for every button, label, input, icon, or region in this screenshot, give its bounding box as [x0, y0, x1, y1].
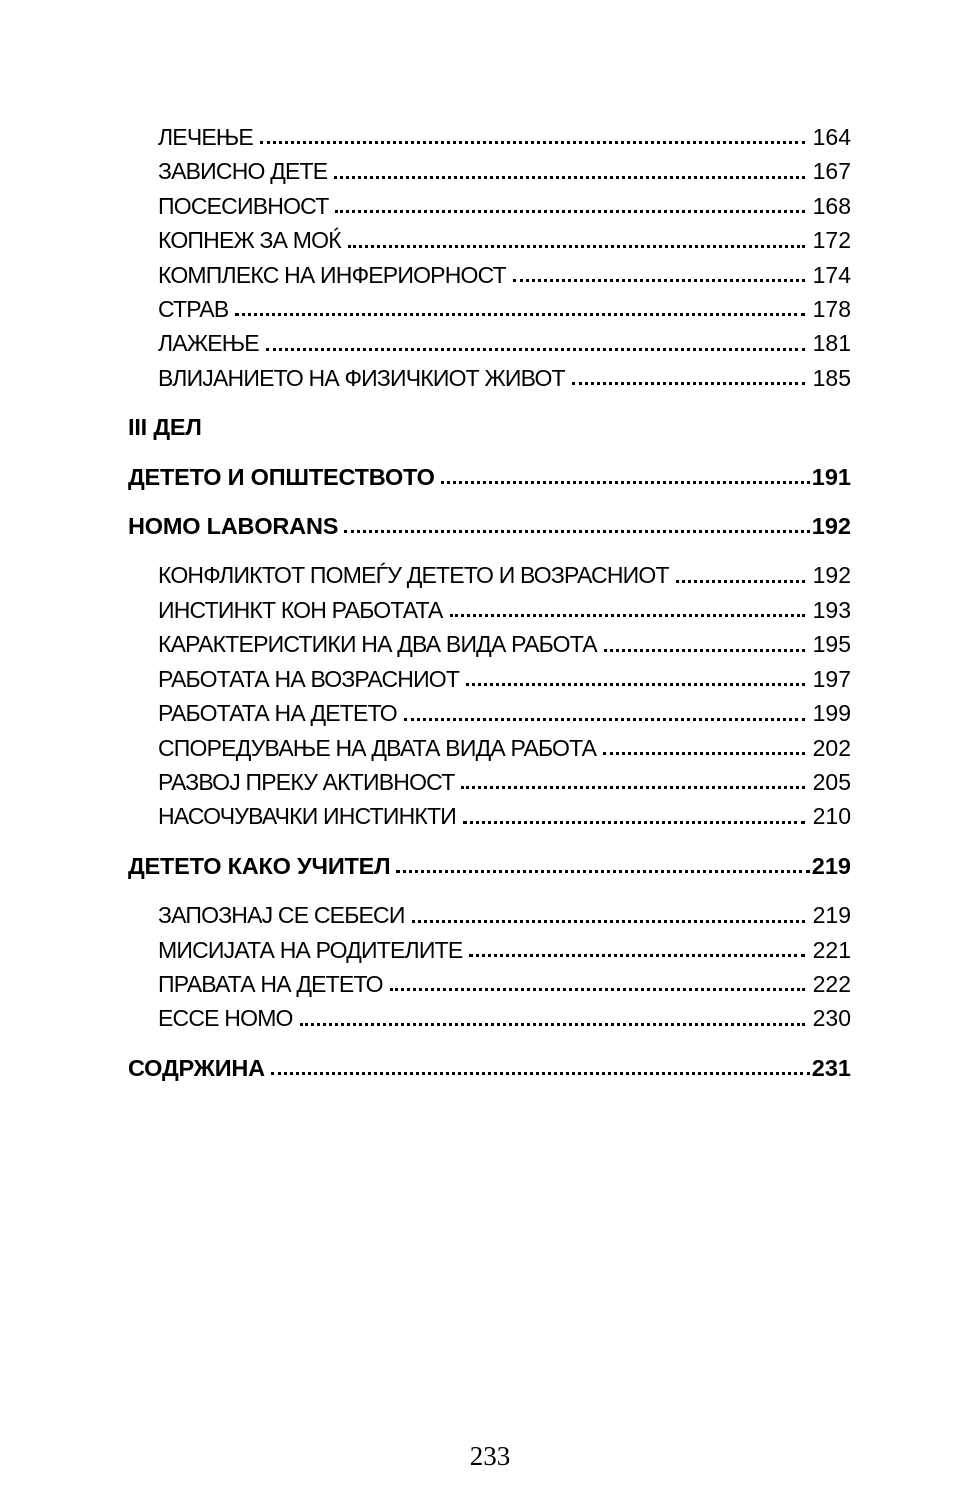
toc-entry-page-number: 221 — [812, 936, 851, 963]
toc-entry[interactable] — [158, 326, 851, 360]
toc-entry-title: ИНСТИНКТ КОН РАБОТАТА — [158, 596, 443, 623]
toc-entry-title: КОНФЛИКТОТ ПОМЕЃУ ДЕТЕТО И ВОЗРАСНИОТ — [158, 562, 669, 589]
toc-entry[interactable] — [158, 120, 851, 154]
toc-entry-page-number: 164 — [812, 124, 851, 150]
dot-leader — [390, 988, 805, 991]
toc-entry-page-number: 168 — [812, 192, 851, 219]
toc-entry-page-number: 172 — [812, 227, 851, 254]
toc-entry[interactable] — [158, 593, 851, 627]
toc-entry-page-number: 210 — [812, 803, 851, 830]
toc-entry[interactable] — [158, 765, 851, 799]
toc-entry-page-number: 199 — [812, 700, 851, 727]
dot-leader — [412, 920, 805, 923]
dot-leader — [450, 614, 805, 617]
toc-entry-title: МИСИЈАТА НА РОДИТЕЛИТЕ — [158, 936, 463, 963]
toc-entry[interactable] — [158, 154, 851, 188]
toc-entry[interactable] — [158, 731, 851, 765]
toc-entry-title: ПОСЕСИВНОСТ — [158, 192, 329, 219]
toc-entry[interactable] — [158, 898, 851, 932]
toc-entry-page-number: 174 — [812, 261, 851, 288]
dot-leader — [396, 870, 809, 873]
toc-entry[interactable] — [128, 410, 851, 444]
dot-leader — [235, 313, 804, 316]
toc-list — [128, 120, 851, 1085]
toc-entry-title: ЛЕЧЕЊЕ — [158, 124, 253, 150]
dot-leader — [603, 752, 804, 755]
toc-entry-title: ДЕТЕТО И ОПШТЕСТВОТО — [128, 463, 435, 490]
dot-leader — [441, 481, 810, 484]
toc-entry-title: ВЛИЈАНИЕТО НА ФИЗИЧКИОТ ЖИВОТ — [158, 364, 565, 391]
toc-entry[interactable] — [128, 460, 851, 494]
toc-entry-page-number: 230 — [812, 1005, 851, 1032]
dot-leader — [300, 1023, 805, 1026]
toc-entry-title: ПРАВАТА НА ДЕТЕТО — [158, 970, 383, 997]
toc-entry-page-number: 178 — [812, 296, 851, 323]
toc-entry-title: РАБОТАТА НА ДЕТЕТО — [158, 700, 397, 727]
toc-entry[interactable] — [158, 967, 851, 1001]
toc-entry-page-number: 181 — [812, 330, 851, 357]
toc-entry[interactable] — [158, 933, 851, 967]
toc-entry-title: НАСОЧУВАЧКИ ИНСТИНКТИ — [158, 803, 457, 830]
dot-leader — [461, 786, 804, 789]
toc-entry-page-number: 231 — [811, 1054, 851, 1081]
toc-entry-title: СПОРЕДУВАЊЕ НА ДВАТА ВИДА РАБОТА — [158, 734, 597, 761]
dot-leader — [266, 348, 805, 351]
toc-entry-title: РАЗВОЈ ПРЕКУ АКТИВНОСТ — [158, 768, 455, 795]
toc-entry-title: ECCE HOMO — [158, 1005, 293, 1032]
dot-leader — [572, 382, 805, 385]
toc-entry-title: СТРАВ — [158, 296, 229, 323]
toc-entry-title: ЗАВИСНО ДЕТЕ — [158, 158, 328, 185]
toc-entry-page-number: 197 — [812, 665, 851, 692]
toc-entry[interactable] — [158, 1001, 851, 1035]
dot-leader — [271, 1072, 810, 1075]
toc-entry[interactable] — [158, 361, 851, 395]
toc-entry[interactable] — [158, 223, 851, 257]
dot-leader — [260, 141, 805, 144]
dot-leader — [334, 176, 804, 179]
toc-entry-page-number: 222 — [812, 970, 851, 997]
toc-entry[interactable] — [158, 696, 851, 730]
toc-entry-title: ЗАПОЗНАЈ СЕ СЕБЕСИ — [158, 902, 405, 929]
dot-leader — [604, 649, 805, 652]
footer-page-number: 233 — [469, 1441, 511, 1471]
toc-entry[interactable] — [158, 292, 851, 326]
dot-leader — [676, 580, 805, 583]
toc-entry-title: ЛАЖЕЊЕ — [158, 330, 259, 357]
toc-entry[interactable] — [158, 662, 851, 696]
toc-entry[interactable] — [128, 849, 851, 883]
toc-entry-title: HOMO LABORANS — [128, 513, 339, 540]
toc-entry[interactable] — [158, 799, 851, 833]
toc-entry-page-number: 193 — [812, 596, 851, 623]
dot-leader — [463, 821, 805, 824]
toc-entry-page-number: 195 — [812, 631, 851, 658]
dot-leader — [344, 530, 810, 533]
toc-entry[interactable] — [128, 1051, 851, 1085]
toc-entry-page-number: 185 — [812, 364, 851, 391]
toc-entry-title: КАРАКТЕРИСТИКИ НА ДВА ВИДА РАБОТА — [158, 631, 597, 658]
toc-entry-page-number: 192 — [811, 513, 851, 540]
toc-entry-page-number: 219 — [812, 902, 851, 929]
toc-entry-page-number: 219 — [811, 852, 851, 879]
dot-leader — [335, 210, 804, 213]
toc-entry-page-number: 167 — [812, 158, 851, 185]
toc-entry-title: ДЕТЕТО КАКО УЧИТЕЛ — [128, 852, 391, 879]
toc-entry-page-number: 202 — [812, 734, 851, 761]
toc-entry[interactable] — [158, 627, 851, 661]
toc-entry-title: РАБОТАТА НА ВОЗРАСНИОТ — [158, 665, 460, 692]
toc-entry[interactable] — [158, 258, 851, 292]
dot-leader — [404, 718, 805, 721]
toc-entry[interactable] — [158, 558, 851, 592]
page-footer — [0, 1441, 980, 1472]
dot-leader — [348, 245, 805, 248]
toc-entry[interactable] — [158, 189, 851, 223]
toc-entry-page-number: 191 — [811, 463, 851, 490]
dot-leader — [469, 954, 804, 957]
toc-entry-page-number: 192 — [812, 562, 851, 589]
dot-leader — [513, 279, 805, 282]
toc-entry-title: СОДРЖИНА — [128, 1054, 265, 1081]
toc-entry-title: КОПНЕЖ ЗА МОЌ — [158, 227, 341, 254]
toc-entry-title: III ДЕЛ — [128, 414, 202, 441]
dot-leader — [466, 683, 804, 686]
toc-entry-page-number: 205 — [812, 768, 851, 795]
toc-entry-title: КОМПЛЕКС НА ИНФЕРИОРНОСТ — [158, 261, 506, 288]
toc-entry[interactable] — [128, 509, 851, 543]
